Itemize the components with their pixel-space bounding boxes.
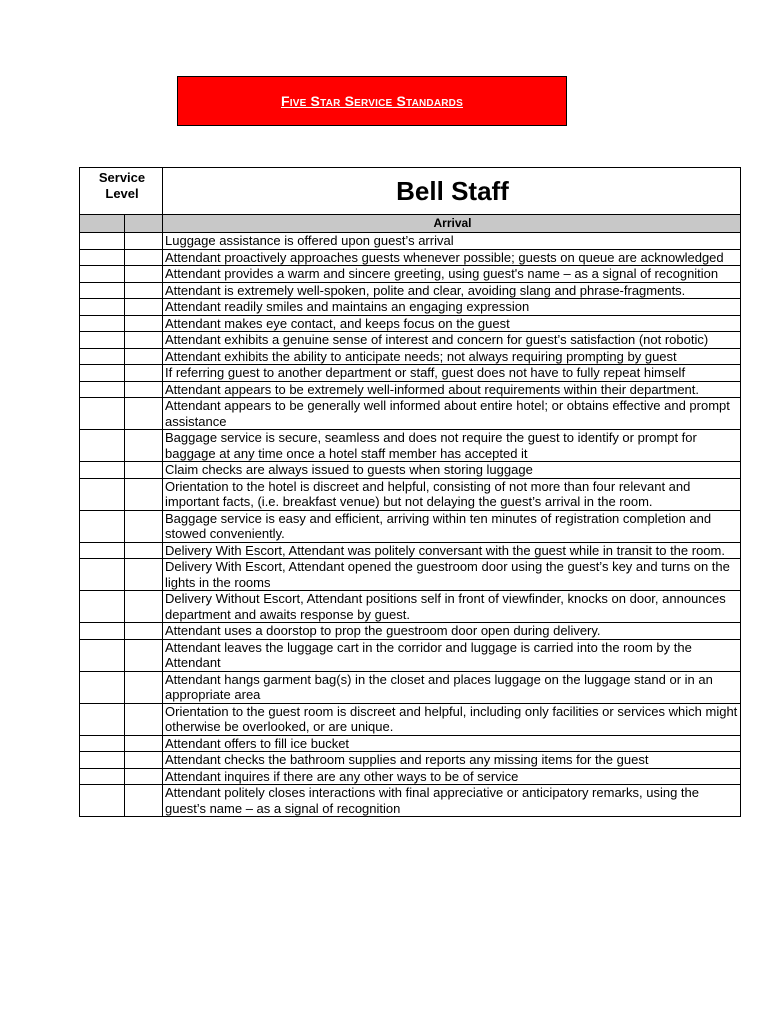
- standard-text: Claim checks are always issued to guests when storing luggage: [163, 462, 741, 479]
- check-cell[interactable]: [80, 752, 125, 769]
- check-cell[interactable]: [80, 462, 125, 479]
- check-cell[interactable]: [125, 671, 163, 703]
- check-cell[interactable]: [80, 703, 125, 735]
- standard-text: Attendant leaves the luggage cart in the corridor and luggage is carried into the room by the Attendant: [163, 639, 741, 671]
- check-cell[interactable]: [125, 639, 163, 671]
- check-cell[interactable]: [125, 365, 163, 382]
- check-cell[interactable]: [80, 542, 125, 559]
- standard-text: If referring guest to another department or staff, guest does not have to fully repeat himself: [163, 365, 741, 382]
- table-row: [80, 430, 741, 462]
- check-cell[interactable]: [125, 282, 163, 299]
- check-cell[interactable]: [80, 315, 125, 332]
- check-cell[interactable]: [80, 785, 125, 817]
- check-cell[interactable]: [80, 332, 125, 349]
- standards-table: [79, 167, 741, 817]
- check-cell[interactable]: [125, 510, 163, 542]
- standard-text: Attendant inquires if there are any other ways to be of service: [163, 768, 741, 785]
- standard-text: Attendant provides a warm and sincere greeting, using guest's name – as a signal of recognition: [163, 266, 741, 283]
- check-cell[interactable]: [80, 671, 125, 703]
- check-cell[interactable]: [80, 249, 125, 266]
- check-cell[interactable]: [80, 478, 125, 510]
- standard-text: Delivery With Escort, Attendant opened the guestroom door using the guest’s key and turns on the lights in the rooms: [163, 559, 741, 591]
- check-cell[interactable]: [125, 785, 163, 817]
- check-cell[interactable]: [125, 249, 163, 266]
- table-row: [80, 542, 741, 559]
- table-row: [80, 591, 741, 623]
- check-cell[interactable]: [80, 768, 125, 785]
- table-row: [80, 510, 741, 542]
- check-cell[interactable]: [125, 299, 163, 316]
- title-banner: [177, 76, 567, 126]
- check-cell[interactable]: [125, 398, 163, 430]
- table-row: [80, 462, 741, 479]
- standard-text: Attendant proactively approaches guests whenever possible; guests on queue are acknowledged: [163, 249, 741, 266]
- standard-text: Attendant exhibits a genuine sense of interest and concern for guest’s satisfaction (not robotic): [163, 332, 741, 349]
- check-cell[interactable]: [80, 735, 125, 752]
- check-cell[interactable]: [125, 430, 163, 462]
- check-cell[interactable]: [125, 381, 163, 398]
- table-row: [80, 478, 741, 510]
- check-cell[interactable]: [80, 559, 125, 591]
- check-cell[interactable]: [125, 559, 163, 591]
- level-cell: [125, 215, 163, 233]
- standard-text: Luggage assistance is offered upon guest’s arrival: [163, 233, 741, 250]
- standard-text: Attendant appears to be extremely well-informed about requirements within their department.: [163, 381, 741, 398]
- check-cell[interactable]: [125, 332, 163, 349]
- standard-text: Attendant exhibits the ability to anticipate needs; not always requiring prompting by guest: [163, 348, 741, 365]
- table-row: [80, 671, 741, 703]
- table-row: [80, 639, 741, 671]
- check-cell[interactable]: [125, 542, 163, 559]
- check-cell[interactable]: [80, 266, 125, 283]
- standard-text: Attendant offers to fill ice bucket: [163, 735, 741, 752]
- banner-title: Five Star Service Standards: [281, 93, 463, 109]
- section-row: [80, 215, 741, 233]
- header-row: [80, 168, 741, 215]
- check-cell[interactable]: [125, 462, 163, 479]
- table-row: [80, 381, 741, 398]
- check-cell[interactable]: [80, 233, 125, 250]
- table-row: [80, 559, 741, 591]
- standard-text: Attendant politely closes interactions with final appreciative or anticipatory remarks, using the guest’s name – as a signal of recognition: [163, 785, 741, 817]
- table-row: [80, 315, 741, 332]
- table-row: [80, 703, 741, 735]
- check-cell[interactable]: [80, 348, 125, 365]
- check-cell[interactable]: [80, 623, 125, 640]
- check-cell[interactable]: [125, 233, 163, 250]
- check-cell[interactable]: [80, 639, 125, 671]
- check-cell[interactable]: [125, 266, 163, 283]
- standard-text: Attendant hangs garment bag(s) in the closet and places luggage on the luggage stand or in an appropriate area: [163, 671, 741, 703]
- level-cell: [80, 215, 125, 233]
- check-cell[interactable]: [80, 381, 125, 398]
- check-cell[interactable]: [80, 510, 125, 542]
- table-row: [80, 266, 741, 283]
- check-cell[interactable]: [125, 478, 163, 510]
- table-row: [80, 348, 741, 365]
- standard-text: Orientation to the guest room is discreet and helpful, including only facilities or services which might otherwise be overlooked, or are unique.: [163, 703, 741, 735]
- check-cell[interactable]: [125, 348, 163, 365]
- standard-text: Delivery Without Escort, Attendant positions self in front of viewfinder, knocks on door, announces department and awaits response by guest.: [163, 591, 741, 623]
- table-row: [80, 623, 741, 640]
- table-row: [80, 299, 741, 316]
- table-row: [80, 785, 741, 817]
- table-row: [80, 752, 741, 769]
- check-cell[interactable]: [125, 752, 163, 769]
- check-cell[interactable]: [125, 591, 163, 623]
- check-cell[interactable]: [80, 591, 125, 623]
- standard-text: Attendant makes eye contact, and keeps focus on the guest: [163, 315, 741, 332]
- table-title: Bell Staff: [163, 168, 741, 215]
- check-cell[interactable]: [80, 299, 125, 316]
- check-cell[interactable]: [125, 623, 163, 640]
- table-row: [80, 282, 741, 299]
- standard-text: Attendant readily smiles and maintains an engaging expression: [163, 299, 741, 316]
- section-label: Arrival: [163, 215, 741, 233]
- standard-text: Attendant checks the bathroom supplies and reports any missing items for the guest: [163, 752, 741, 769]
- standard-text: Baggage service is secure, seamless and does not require the guest to identify or prompt for baggage at any time once a hotel staff member has accepted it: [163, 430, 741, 462]
- check-cell[interactable]: [125, 735, 163, 752]
- table-row: [80, 233, 741, 250]
- standard-text: Delivery With Escort, Attendant was politely conversant with the guest while in transit to the room.: [163, 542, 741, 559]
- check-cell[interactable]: [80, 398, 125, 430]
- check-cell[interactable]: [125, 768, 163, 785]
- table-row: [80, 332, 741, 349]
- table-row: [80, 365, 741, 382]
- table-row: [80, 398, 741, 430]
- service-level-header: Service Level: [80, 168, 163, 215]
- table-row: [80, 768, 741, 785]
- table-row: [80, 249, 741, 266]
- standard-text: Attendant appears to be generally well informed about entire hotel; or obtains effective and prompt assistance: [163, 398, 741, 430]
- check-cell[interactable]: [80, 365, 125, 382]
- check-cell[interactable]: [125, 703, 163, 735]
- standard-text: Baggage service is easy and efficient, arriving within ten minutes of registration completion and stowed conveniently.: [163, 510, 741, 542]
- standard-text: Attendant uses a doorstop to prop the guestroom door open during delivery.: [163, 623, 741, 640]
- table-row: [80, 735, 741, 752]
- standard-text: Orientation to the hotel is discreet and helpful, consisting of not more than four relevant and important facts, (i.e. breakfast venue) but not delaying the guest’s arrival in the room.: [163, 478, 741, 510]
- check-cell[interactable]: [80, 430, 125, 462]
- check-cell[interactable]: [80, 282, 125, 299]
- standard-text: Attendant is extremely well-spoken, polite and clear, avoiding slang and phrase-fragments.: [163, 282, 741, 299]
- check-cell[interactable]: [125, 315, 163, 332]
